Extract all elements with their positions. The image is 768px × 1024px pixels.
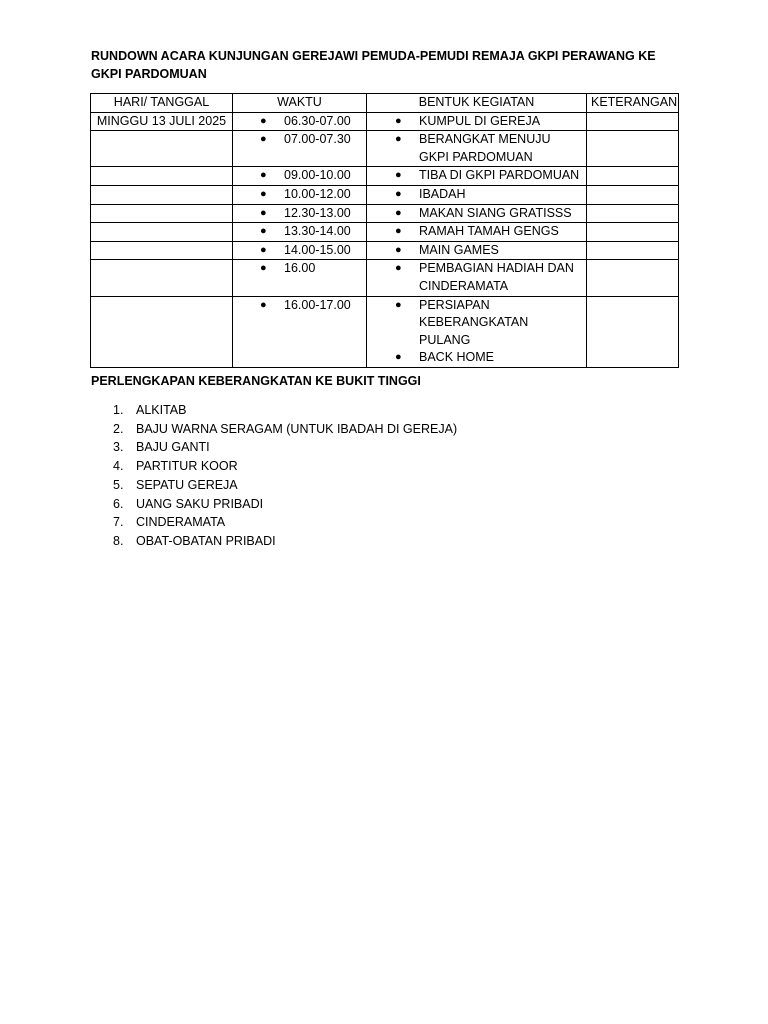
rundown-table <box>90 93 679 368</box>
bullet-icon: ● <box>260 133 267 146</box>
list-item-number: 6. <box>113 496 124 511</box>
header-note: KETERANGAN <box>587 94 679 113</box>
bullet-icon: ● <box>395 225 402 238</box>
bullet-icon: ● <box>395 114 402 127</box>
cell-activity <box>367 296 587 367</box>
table-row <box>91 223 679 242</box>
cell-day: MINGGU 13 JULI 2025 <box>91 112 233 131</box>
list-item <box>91 495 457 514</box>
cell-note <box>587 185 679 204</box>
list-item-text: SEPATU GEREJA <box>136 477 238 492</box>
list-item-text: BAJU WARNA SERAGAM (UNTUK IBADAH DI GEREJA) <box>136 421 458 436</box>
list-item-number: 4. <box>113 459 124 474</box>
list-item-number: 1. <box>113 403 124 417</box>
activity-text: MAKAN SIANG GRATISSS <box>419 205 572 220</box>
bullet-icon: ● <box>260 298 267 311</box>
bullet-icon: ● <box>395 187 402 200</box>
bullet-icon: ● <box>260 169 267 182</box>
activity-text: BERANGKAT MENUJU GKPI PARDOMUAN <box>419 132 551 164</box>
cell-time <box>233 296 367 367</box>
cell-note <box>587 241 679 260</box>
table-row <box>91 241 679 260</box>
cell-note <box>587 167 679 186</box>
cell-note <box>587 131 679 167</box>
cell-day <box>91 204 233 223</box>
table-row <box>91 112 679 131</box>
equipment-title: PERLENGKAPAN KEBERANGKATAN KE BUKIT TINGGI <box>91 374 421 388</box>
cell-note <box>587 260 679 296</box>
cell-time <box>233 204 367 223</box>
activity-bullet-item <box>371 297 582 350</box>
cell-activity <box>367 223 587 242</box>
equipment-list <box>91 401 457 551</box>
table-row <box>91 167 679 186</box>
bullet-icon: ● <box>260 225 267 238</box>
bullet-icon: ● <box>395 133 402 146</box>
time-bullet-item <box>237 113 362 131</box>
list-item <box>91 513 457 532</box>
activity-bullet-item <box>371 223 582 241</box>
list-item-number: 7. <box>113 515 124 530</box>
time-text: 10.00-12.00 <box>284 186 351 201</box>
cell-time <box>233 260 367 296</box>
time-bullet-item <box>237 131 362 149</box>
table-row <box>91 204 679 223</box>
cell-time <box>233 131 367 167</box>
activity-bullet-item <box>371 186 582 204</box>
activity-bullet-item <box>371 167 582 185</box>
bullet-icon: ● <box>260 187 267 200</box>
activity-text: RAMAH TAMAH GENGS <box>419 224 559 239</box>
time-text: 16.00 <box>284 261 316 276</box>
list-item <box>91 532 457 551</box>
table-row <box>91 131 679 167</box>
activity-text: BACK HOME <box>419 350 495 365</box>
document-title: RUNDOWN ACARA KUNJUNGAN GEREJAWI PEMUDA-PEMUDI REMAJA GKPI PERAWANG KE GKPI PARDOMUAN <box>91 49 656 81</box>
cell-day <box>91 185 233 204</box>
list-item-text: PARTITUR KOOR <box>136 459 238 474</box>
bullet-icon: ● <box>260 262 267 275</box>
time-bullet-item <box>237 186 362 204</box>
cell-activity <box>367 112 587 131</box>
list-item-text: ALKITAB <box>136 403 187 417</box>
time-text: 12.30-13.00 <box>284 205 351 220</box>
list-item-number: 3. <box>113 440 124 455</box>
activity-text: PERSIAPAN KEBERANGKATAN PULANG <box>419 297 529 347</box>
bullet-icon: ● <box>260 114 267 127</box>
cell-note <box>587 112 679 131</box>
list-item-number: 5. <box>113 477 124 492</box>
header-day: HARI/ TANGGAL <box>91 94 233 113</box>
table-row <box>91 185 679 204</box>
cell-activity <box>367 185 587 204</box>
cell-note <box>587 296 679 367</box>
bullet-icon: ● <box>395 351 402 364</box>
cell-day <box>91 296 233 367</box>
time-bullet-item <box>237 167 362 185</box>
cell-time <box>233 112 367 131</box>
cell-note <box>587 204 679 223</box>
activity-text: KUMPUL DI GEREJA <box>419 113 541 128</box>
cell-activity <box>367 260 587 296</box>
cell-activity <box>367 204 587 223</box>
cell-time <box>233 167 367 186</box>
time-bullet-item <box>237 260 362 278</box>
list-item-number: 2. <box>113 421 124 436</box>
activity-bullet-item <box>371 205 582 223</box>
cell-activity <box>367 167 587 186</box>
list-item-text: OBAT-OBATAN PRIBADI <box>136 533 276 548</box>
time-text: 14.00-15.00 <box>284 242 351 257</box>
header-activity: BENTUK KEGIATAN <box>367 94 587 113</box>
rundown-table-body <box>91 112 679 367</box>
cell-activity <box>367 131 587 167</box>
header-time: WAKTU <box>233 94 367 113</box>
time-bullet-item <box>237 297 362 315</box>
activity-text: MAIN GAMES <box>419 242 499 257</box>
list-item <box>91 401 457 420</box>
list-item-text: BAJU GANTI <box>136 440 210 455</box>
cell-activity <box>367 241 587 260</box>
bullet-icon: ● <box>260 243 267 256</box>
cell-time <box>233 241 367 260</box>
activity-bullet-item <box>371 131 582 166</box>
activity-text: TIBA DI GKPI PARDOMUAN <box>419 168 580 183</box>
table-header-row <box>91 94 679 113</box>
bullet-icon: ● <box>395 262 402 275</box>
time-text: 13.30-14.00 <box>284 224 351 239</box>
time-bullet-item <box>237 223 362 241</box>
activity-bullet-item <box>371 260 582 295</box>
table-row <box>91 260 679 296</box>
cell-day <box>91 223 233 242</box>
activity-bullet-item <box>371 242 582 260</box>
time-bullet-item <box>237 205 362 223</box>
list-item <box>91 476 457 495</box>
cell-day <box>91 241 233 260</box>
activity-bullet-item <box>371 349 582 367</box>
bullet-icon: ● <box>395 298 402 311</box>
cell-day <box>91 260 233 296</box>
time-text: 16.00-17.00 <box>284 297 351 312</box>
bullet-icon: ● <box>395 243 402 256</box>
table-row <box>91 296 679 367</box>
cell-time <box>233 185 367 204</box>
list-item-text: UANG SAKU PRIBADI <box>136 496 264 511</box>
activity-text: IBADAH <box>419 186 466 201</box>
time-text: 09.00-10.00 <box>284 168 351 183</box>
bullet-icon: ● <box>395 206 402 219</box>
list-item <box>91 420 457 439</box>
cell-day <box>91 131 233 167</box>
list-item <box>91 457 457 476</box>
bullet-icon: ● <box>395 169 402 182</box>
list-item <box>91 438 457 457</box>
time-bullet-item <box>237 242 362 260</box>
list-item-number: 8. <box>113 533 124 548</box>
activity-text: PEMBAGIAN HADIAH DAN CINDERAMATA <box>419 261 574 293</box>
cell-note <box>587 223 679 242</box>
activity-bullet-item <box>371 113 582 131</box>
list-item-text: CINDERAMATA <box>136 515 226 530</box>
cell-day <box>91 167 233 186</box>
cell-time <box>233 223 367 242</box>
time-text: 06.30-07.00 <box>284 113 351 128</box>
time-text: 07.00-07.30 <box>284 132 351 147</box>
bullet-icon: ● <box>260 206 267 219</box>
